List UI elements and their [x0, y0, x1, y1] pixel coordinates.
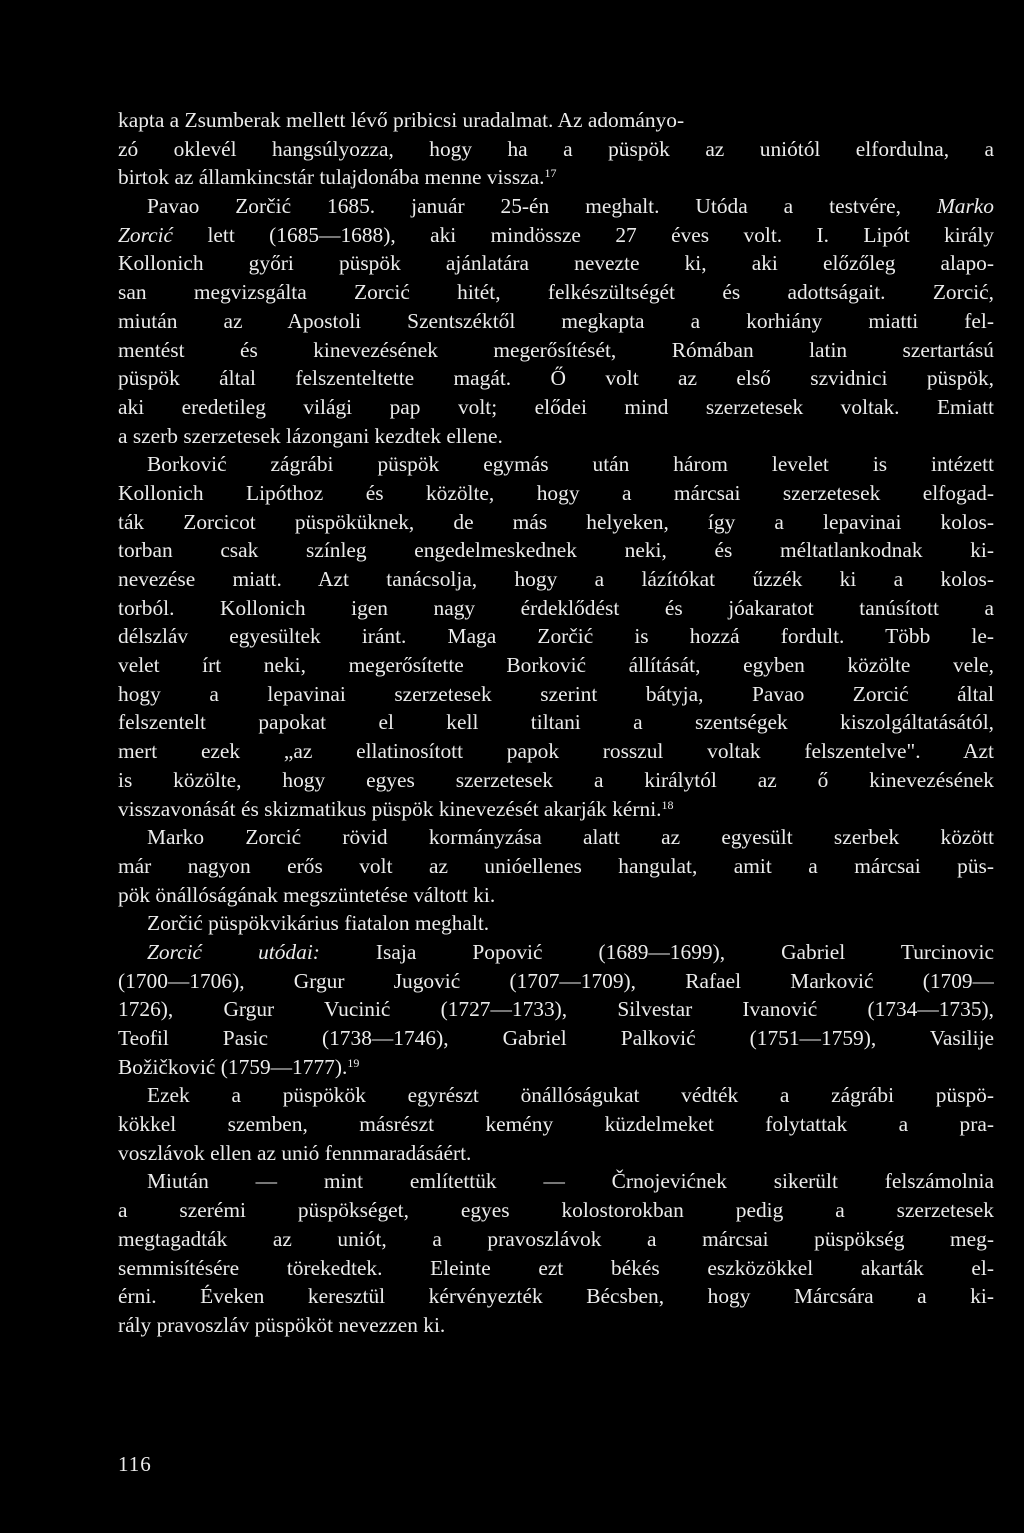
text-line: pök önállóságának megszüntetése váltott ki. — [118, 882, 496, 907]
text-line: Pavao Zorčić 1685. január 25-én meghalt. Utóda a testvére, Marko — [147, 194, 994, 219]
text-line: ták Zorcicot püspöküknek, de más helyeken, így a lepavinai kolos- — [118, 509, 994, 534]
text-line: torban csak színleg engedelmeskednek neki, és méltatlankodnak ki- — [118, 538, 994, 563]
body-text — [118, 106, 994, 1340]
text-line: is közölte, hogy egyes szerzetesek a királytól az ő kinevezésének — [118, 767, 994, 792]
text-line: megtagadták az uniót, a pravoszlávok a márcsai püspökség meg- — [118, 1226, 994, 1251]
text-line: kapta a Zsumberak mellett lévő pribicsi uradalmat. Az adományo- — [118, 108, 685, 132]
footnote-ref: 17 — [544, 166, 557, 181]
text-line: Marko Zorcić rövid kormányzása alatt az egyesült szerbek között — [147, 825, 994, 850]
text-line: zó oklevél hangsúlyozza, hogy ha a püspök az uniótól elfordulna, a — [118, 136, 994, 161]
text-line: torból. Kollonich igen nagy érdeklődést és jóakaratot tanúsított a — [118, 595, 994, 620]
text-line: Božičković (1759—1777).$^{19}$ — [118, 1054, 360, 1079]
text-line: Kollonich győri püspök ajánlatára nevezte ki, aki előzőleg alapo- — [118, 251, 994, 276]
text-line: aki eredetileg világi pap volt; elődei mind szerzetesek voltak. Emiatt — [118, 394, 994, 419]
footnote-ref: 18 — [661, 797, 674, 812]
text-line: délszláv egyesültek iránt. Maga Zorčić is hozzá fordult. Több le- — [118, 624, 994, 649]
text-line: a szerb szerzetesek lázongani kezdtek ellene. — [118, 423, 503, 448]
text-line: Borković zágrábi püspök egymás után három levelet is intézett — [147, 452, 994, 477]
text-line: san megvizsgálta Zorcić hitét, felkészültségét és adottságait. Zorcić, — [118, 280, 994, 305]
text-line: rály pravoszláv püspököt nevezzen ki. — [118, 1312, 446, 1337]
text-line: Kollonich Lipóthoz és közölte, hogy a márcsai szerzetesek elfogad- — [118, 480, 994, 505]
text-line: miután az Apostoli Szentszéktől megkapta a korhiány miatti fel- — [118, 308, 994, 333]
text-line: érni. Éveken keresztül kérvényezték Bécsben, hogy Márcsára a ki- — [118, 1284, 994, 1309]
text-line: a szerémi püspökséget, egyes kolostorokban pedig a szerzetesek — [118, 1198, 994, 1223]
text-line: velet írt neki, megerősítette Borković állítását, egyben közölte vele, — [118, 653, 994, 678]
text-line: Miután — mint említettük — Črnojevićnek sikerült felszámolnia — [147, 1169, 994, 1194]
text-line: semmisítésére törekedtek. Eleinte ezt békés eszközökkel akarták el- — [118, 1255, 994, 1280]
text-line: Zorcić utódai: Isaja Popović (1689—1699), Gabriel Turcinovic — [147, 939, 994, 964]
text-line: voszlávok ellen az unió fennmaradásáért. — [118, 1140, 472, 1165]
text-line: Zorčić püspökvikárius fiatalon meghalt. — [147, 911, 490, 936]
text-line: birtok az államkincstár tulajdonába menne vissza.$^{17}$ — [118, 165, 557, 190]
text-line: mert ezek „az ellatinosított papok rosszul voltak felszentelve". Azt — [118, 739, 994, 764]
text-line: Ezek a püspökök egyrészt önállóságukat védték a zágrábi püspö- — [147, 1083, 994, 1108]
text-line: Teofil Pasic (1738—1746), Gabriel Palković (1751—1759), Vasilije — [118, 1026, 994, 1050]
text-line: Zorcić lett (1685—1688), aki mindössze 27 éves volt. I. Lipót király — [118, 222, 994, 247]
text-line: (1700—1706), Grgur Jugović (1707—1709), Rafael Marković (1709— — [118, 968, 994, 993]
footnote-ref: 19 — [347, 1055, 360, 1070]
text-line: felszentelt papokat el kell tiltani a szentségek kiszolgáltatásától, — [118, 710, 994, 735]
text-line: püspök által felszenteltette magát. Ő volt az első szvidnici püspök, — [118, 366, 994, 391]
text-line: mentést és kinevezésének megerősítését, Rómában latin szertartású — [118, 337, 994, 362]
text-line: 1726), Grgur Vucinić (1727—1733), Silvestar Ivanović (1734—1735), — [118, 997, 994, 1022]
text-line: hogy a lepavinai szerzetesek szerint bátyja, Pavao Zorcić által — [118, 681, 994, 706]
page-number: 116 — [118, 1452, 152, 1476]
text-line: visszavonását és skizmatikus püspök kinevezését akarják kérni.$^{18}$ — [118, 796, 674, 821]
text-line: kökkel szemben, másrészt kemény küzdelmeket folytattak a pra- — [118, 1112, 994, 1137]
text-line: nevezése miatt. Azt tanácsolja, hogy a lázítókat űzzék ki a kolos- — [118, 567, 994, 591]
text-line: már nagyon erős volt az unióellenes hangulat, amit a márcsai püs- — [118, 853, 994, 878]
